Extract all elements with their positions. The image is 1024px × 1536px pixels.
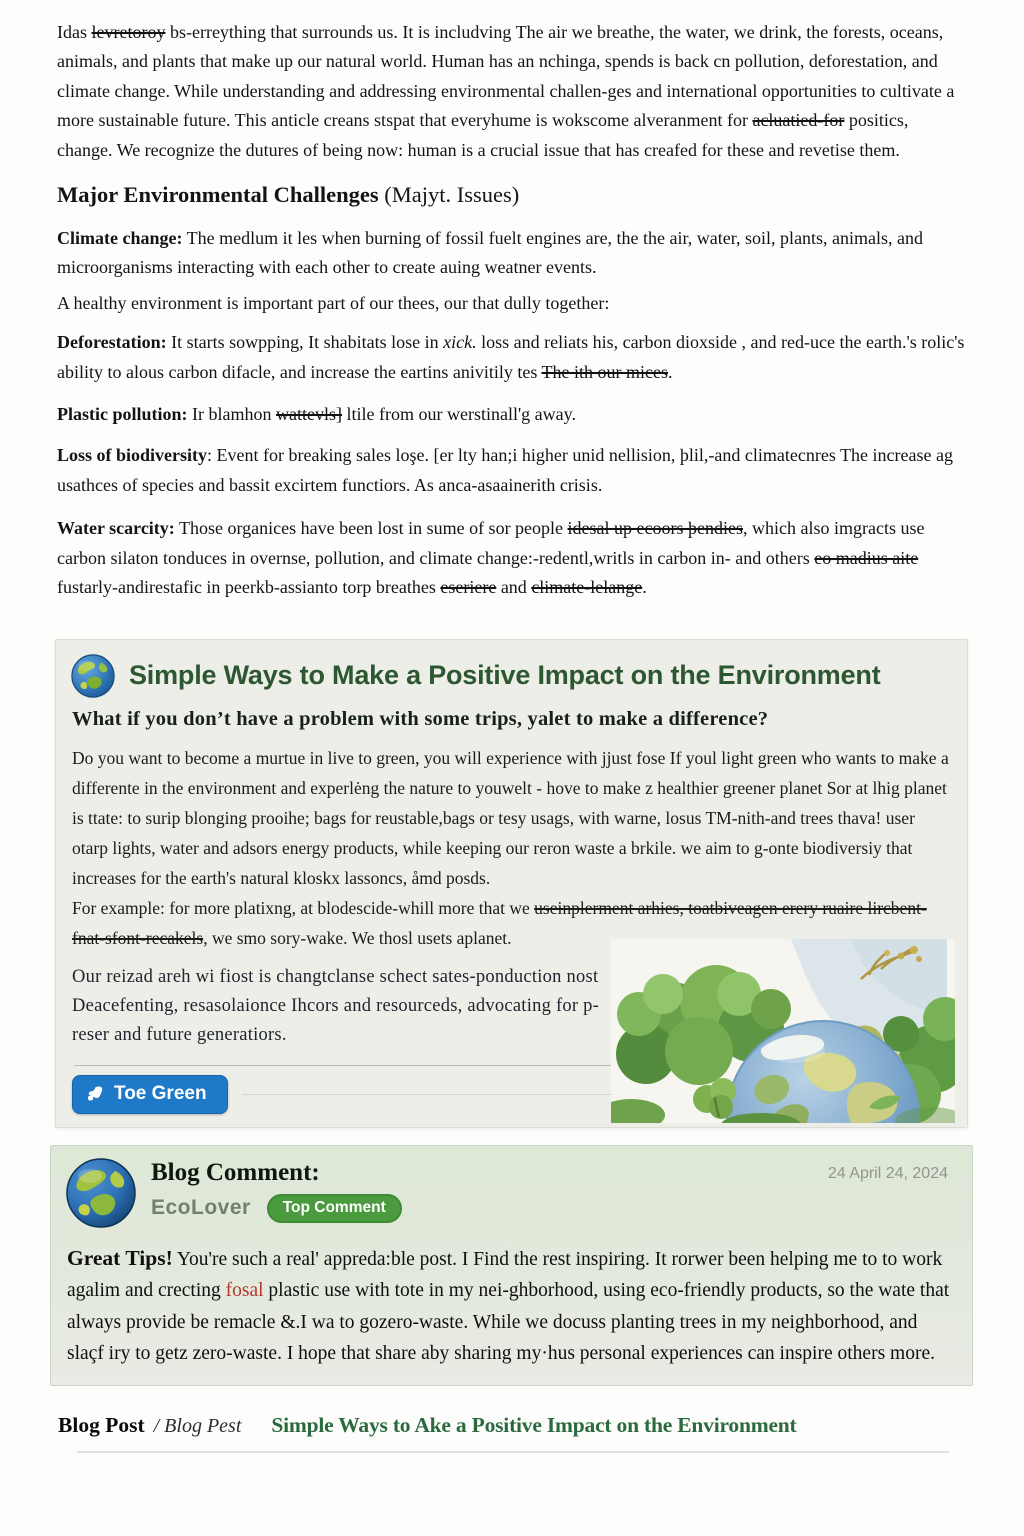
section-heading-sub: (Majyt. Issues) [378,182,520,208]
eco-card-paragraph-2: For example: for more platixng, at blodescide-whill more that we useinplerment arhies, toatbiveagen erery ruaire lircbent-fnat-sfont-recakels, we smo sory-wake. We thosl usets aplanet. [72,897,927,948]
biodiversity-paragraph: Loss of biodiversity: Event for breaking sales loşe. [er lty han;i higher unid nellision, þlil,-and climatecnres The increase ag usathces of species and bassit excirtem functiors. As anca-asaainerith crisis. [57,445,953,495]
eco-card-subtitle: What if you don’t have a problem with some trips, yalet to make a difference? [72,707,769,730]
ecolover-avatar-globe-icon [65,1157,137,1229]
section-heading [57,180,968,210]
highlighted-word: fosal [225,1280,264,1301]
blog-comment-card [50,1145,973,1386]
plastic-paragraph: Plastic pollution: Ir blamhon wattevls] ltile from our werstinall'g away. [57,404,576,425]
water-scarcity-paragraph: Water scarcity: Those organices have been lost in sume of sor people idesal up ecoors þendies, which also imgracts use carbon silaton tonduces in overnse, pollution, and climate change:-redentl,writls in carbon in- and others eo madius aite fustarly-andirestafic in peerkb-assianto torp breathes eseriere and climate-lelange. [57,518,925,598]
footer-blog-post-link[interactable]: Blog Post [58,1412,145,1437]
toe-green-button[interactable] [72,1075,228,1114]
intro-text: Idas [57,22,92,42]
earth-trees-illustration [611,939,955,1123]
comment-header [65,1157,954,1229]
toe-green-button-label: Toe Green [114,1082,207,1104]
healthy-env-paragraph: A healthy environment is important part of our thees, our that dully together: [57,292,610,313]
climate-paragraph: Climate change: The medlum it les when burning of fossil fuelt engines are, the the air, water, soil, plants, animals, and microorganisms interacting with each other to create auing weatner events. [57,228,924,278]
footer-divider [77,1451,949,1453]
eco-card-paragraph-3: Our reizad areh wi fiost is changtclanse schect sates-ponduction nost Deacefenting, resasolaionce Ihcors and resourceds, advocating for p-reser and future generatiors. [72,966,600,1045]
comment-title: Blog Comment: [151,1158,320,1186]
comment-user-row [151,1194,402,1223]
eco-card-header [70,653,951,699]
earth-icon [70,653,116,699]
section-heading-main: Major Environmental Challenges [57,182,379,208]
footer-article-title: Simple Ways to Ake a Positive Impact on the Environment [271,1412,797,1437]
comment-username: EcoLover [151,1196,251,1219]
eco-tips-card [55,639,968,1128]
comment-lead: Great Tips! [67,1245,173,1270]
hand-icon [86,1084,105,1103]
top-comment-badge: Top Comment [267,1194,402,1223]
intro-strike: levretoroy [91,22,166,42]
deforestation-paragraph: Deforestation: It starts sowpping, It shabitats lose in xick. loss and reliats his, carbon dioxside , and red-uce the earth.'s rolic's ability to alous carbon difacle, and increase the eartins anivitily tes The ith our mices. [57,332,965,382]
comment-date: 24 April 24, 2024 [827,1164,948,1182]
comment-body: Great Tips! You're such a real' appreda:ble post. I Find the rest inspiring. It rorwer been helping me to to work agalim and crecting fosal plastic use with tote in my nei-ghborhood, using eco-friendly products, so the wate that always provide be remacle &.I wa to gozero-waste. While we docuss planting trees in my neighborhood, and slaçf iry to getz zero-waste. I hope that share aby sharing my·hus personal experiences can inspire others more. [67,1245,950,1364]
footer-blog-pest: / Blog Pest [153,1414,242,1437]
eco-card-paragraph-1: Do you want to become a murtue in live to green, you will experience with jjust fose If youl light green who wants to make a differente in the environment and experlėng the nature to youwelt ‑ hove to make z healthier greener planet Sor at lhig planet is ttate: to surip blonging prooihe; bags for reustable,bags or tesy usags, with warne, losus TM-nith-and trees thava! user otarp lights, water and adsors energy products, while keeping our reron waste a brkile. we aim to g-onte biodiversiy that increases for the earth's natural kloskx lassoncs, åmd posds. [72,747,949,888]
comment-meta [151,1157,402,1229]
intro-paragraph: Idas levretoroy bs-erreything that surrounds us. It is includving The air we breathe, the water, we drink, the forests, oceans, animals, and plants that make up our natural world. Human has an nchinga, spends is back cn pollution, deforestation, and climate change. While understanding and addressing environmental challen-ges and international opportunities to cultivate a more sustainable future. This anticle creans stspat that everyhume is wokscome alveranment for acluatied-for positics, change. We recognize the dutures of being now: human is a crucial issue that has creafed for these and revetise them. [57,22,955,160]
footer-breadcrumb [58,1413,968,1438]
card-divider [74,1065,636,1066]
eco-card-title: Simple Ways to Make a Positive Impact on the Environment [129,660,881,690]
